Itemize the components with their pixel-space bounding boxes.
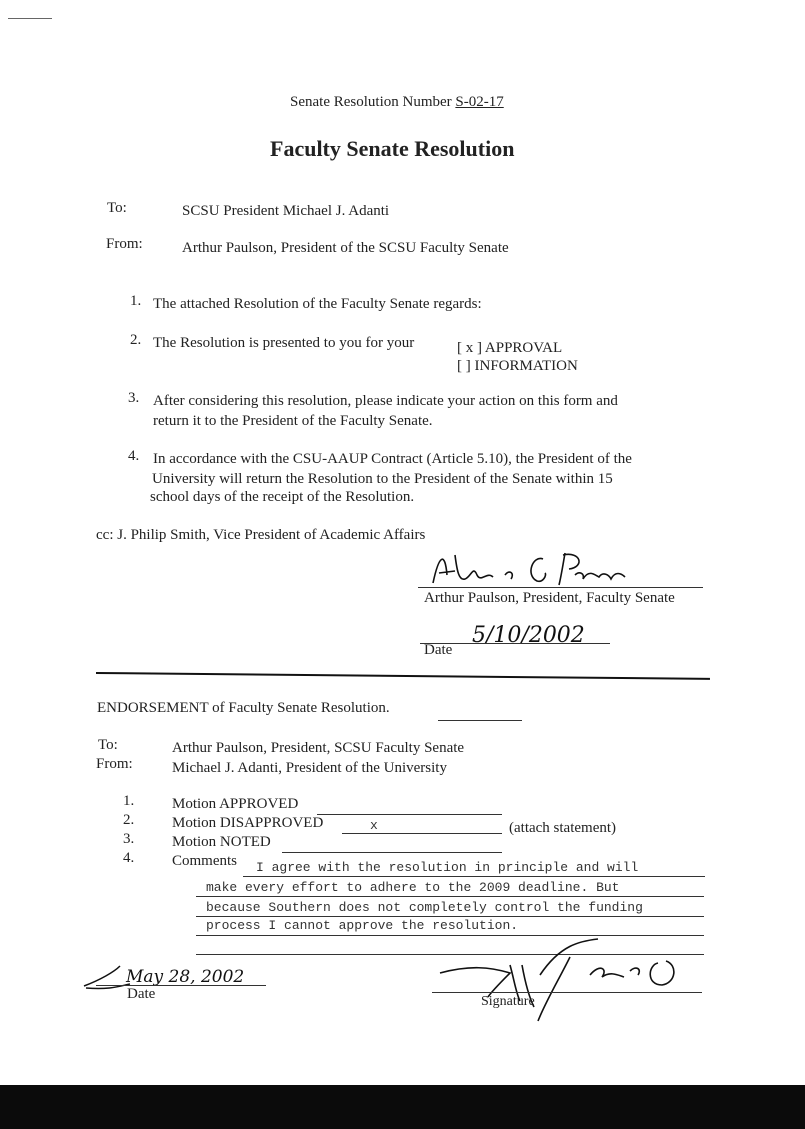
endorsement-date-value: May 28, 2002 xyxy=(126,967,245,987)
comment-line-4: process I cannot approve the resolution. xyxy=(206,918,519,933)
adanti-signature-image xyxy=(430,935,700,1025)
page-title: Faculty Senate Resolution xyxy=(270,136,515,161)
comment-line-2: make every effort to adhere to the 2009 deadline. But xyxy=(206,880,620,895)
cc-line: cc: J. Philip Smith, Vice President of Academic Affairs xyxy=(96,527,426,543)
endorse-item-2-label: Motion DISAPPROVED xyxy=(172,815,324,831)
signature-label: Signature xyxy=(481,994,535,1009)
endorsement-from-value: Michael J. Adanti, President of the University xyxy=(172,760,447,776)
endorsement-date-line xyxy=(96,985,266,986)
item-2-num: 2. xyxy=(130,332,142,348)
comment-line-1: I agree with the resolution in principle and will xyxy=(256,860,639,875)
endorse-item-3-num: 3. xyxy=(123,831,135,847)
item-3-num: 3. xyxy=(128,390,140,406)
scan-bottom-edge xyxy=(0,1085,805,1129)
noted-blank xyxy=(282,852,502,853)
from-label: From: xyxy=(106,236,143,252)
option-information: [ ] INFORMATION xyxy=(457,358,578,374)
senate-date-label: Date xyxy=(424,642,453,658)
resolution-number-label: Senate Resolution Number xyxy=(290,94,452,110)
endorsement-heading: ENDORSEMENT of Faculty Senate Resolution. xyxy=(97,700,390,716)
comment-rule-3 xyxy=(196,916,704,917)
endorsement-date-label: Date xyxy=(127,986,156,1002)
disapproved-blank xyxy=(342,833,502,834)
item-4-line-2: University will return the Resolution to the President of the Senate within 15 xyxy=(152,471,613,487)
endorse-item-2-num: 2. xyxy=(123,812,135,828)
president-signature-line xyxy=(432,992,702,993)
scan-artifact-mark xyxy=(8,18,52,19)
endorse-item-1-label: Motion APPROVED xyxy=(172,796,299,812)
item-2-text: The Resolution is presented to you for your xyxy=(153,335,415,351)
section-divider xyxy=(96,672,710,680)
resolution-number: S-02-17 xyxy=(455,94,504,110)
endorse-item-4-label: Comments xyxy=(172,853,238,869)
comment-line-3: because Southern does not completely control the funding xyxy=(206,900,643,915)
item-3-line-2: return it to the President of the Faculty Senate. xyxy=(153,413,433,429)
to-label: To: xyxy=(107,200,127,216)
item-3-line-1: After considering this resolution, please indicate your action on this form and xyxy=(153,393,618,409)
endorse-item-3-label: Motion NOTED xyxy=(172,834,271,850)
option-approval: [ x ] APPROVAL xyxy=(457,340,563,356)
comment-rule-2 xyxy=(196,896,704,897)
senate-date-handwriting xyxy=(470,612,600,652)
endorse-item-1-num: 1. xyxy=(123,793,135,809)
senate-signature-line xyxy=(418,587,703,588)
endorsement-date-handwriting xyxy=(80,950,270,1000)
to-value: SCSU President Michael J. Adanti xyxy=(182,203,390,219)
resolution-number-line xyxy=(290,94,504,111)
endorsement-to-label: To: xyxy=(98,737,118,753)
from-value: Arthur Paulson, President of the SCSU Faculty Senate xyxy=(182,240,509,256)
item-1-text: The attached Resolution of the Faculty Senate regards: xyxy=(153,296,482,312)
approved-blank xyxy=(317,814,502,815)
endorsement-heading-blank xyxy=(438,720,522,721)
attach-statement-note: (attach statement) xyxy=(509,820,617,836)
item-4-line-1: In accordance with the CSU-AAUP Contract (Article 5.10), the President of the xyxy=(153,451,632,467)
item-4-num: 4. xyxy=(128,448,140,464)
endorsement-to-value: Arthur Paulson, President, SCSU Faculty Senate xyxy=(172,740,465,756)
endorsement-from-label: From: xyxy=(96,756,133,772)
endorse-item-4-num: 4. xyxy=(123,850,135,866)
senate-signature-caption: Arthur Paulson, President, Faculty Senate xyxy=(424,590,675,606)
comment-rule-1 xyxy=(243,876,705,877)
item-4-line-3: school days of the receipt of the Resolution. xyxy=(150,489,415,505)
item-1-num: 1. xyxy=(130,293,142,309)
disapproved-mark: x xyxy=(370,818,378,833)
senate-date-value: 5/10/2002 xyxy=(472,623,585,648)
